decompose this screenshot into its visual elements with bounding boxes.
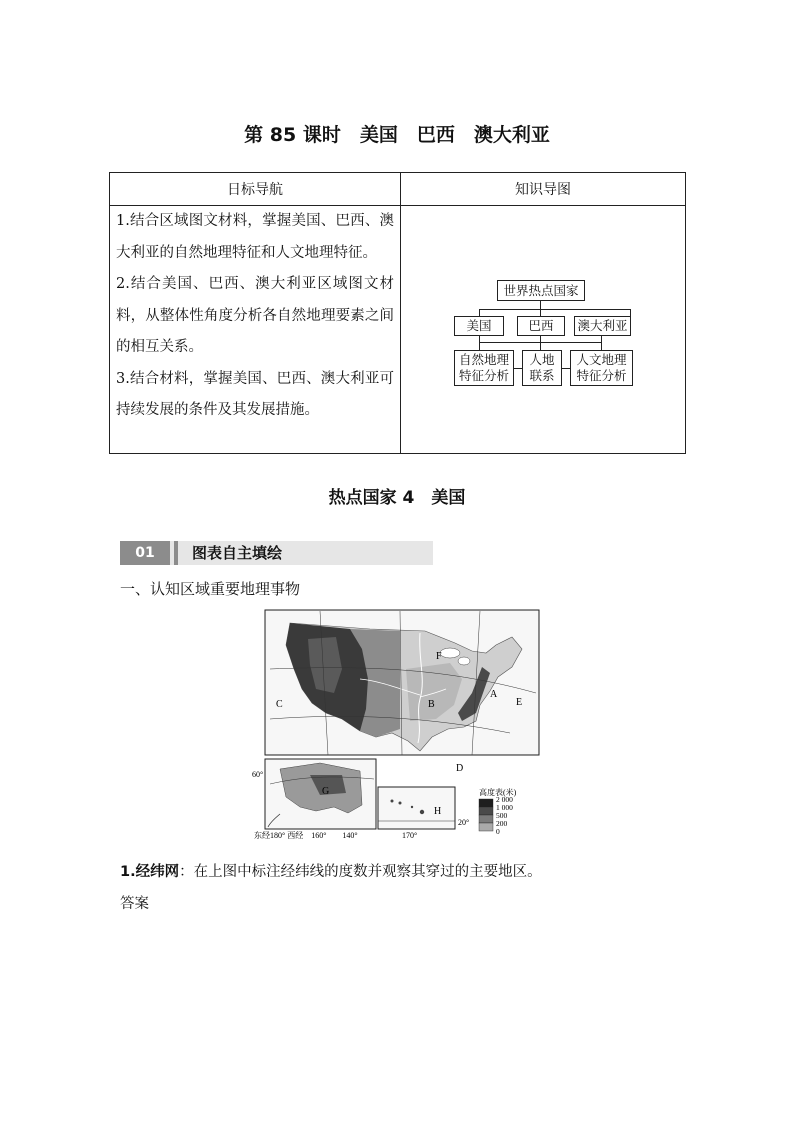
connector	[479, 342, 480, 350]
connector	[540, 309, 541, 316]
connector	[479, 309, 480, 316]
label-h: H	[434, 806, 442, 817]
section-banner	[120, 541, 433, 565]
usa-map-figure	[250, 609, 550, 847]
question-1-text: ：在上图中标注经纬线的度数并观察其穿过的主要地区。	[179, 864, 542, 880]
mindmap-aspect-natural	[454, 350, 514, 386]
hawaii-island	[391, 800, 394, 803]
label-b: B	[428, 699, 435, 710]
lat-60-label: 60°	[252, 770, 264, 779]
legend-swatch	[479, 799, 493, 807]
connector	[540, 301, 541, 309]
aspect-line: 自然地理	[458, 352, 509, 367]
usa-map	[250, 609, 550, 847]
label-g: G	[322, 786, 330, 797]
legend-swatch	[479, 823, 493, 831]
connector	[562, 368, 570, 369]
mindmap-cell	[401, 206, 686, 454]
question-1	[120, 860, 542, 881]
section-divider	[174, 541, 178, 565]
heading-recognize: 一、认知区域重要地理事物	[120, 580, 301, 598]
mindmap-country-usa: 美国	[454, 316, 504, 336]
great-lakes	[458, 657, 470, 665]
goal-item-3: 3.结合材料，掌握美国、巴西、澳大利亚可持续发展的条件及其发展措施。	[116, 370, 394, 418]
mindmap-header: 知识导图	[401, 173, 686, 206]
hawaii-inset	[378, 787, 455, 829]
lon-170-label: 170°	[402, 831, 418, 840]
legend-title: 高度表(米)	[479, 788, 517, 797]
goals-table	[109, 172, 686, 454]
aspect-line: 人文地理	[576, 352, 627, 367]
label-c: C	[276, 699, 283, 710]
goal-item-2: 2.结合美国、巴西、澳大利亚区域图文材料，从整体性角度分析各自然地理要素之间的相互关系。	[116, 276, 394, 355]
legend-level-label: 2 000	[496, 795, 513, 804]
label-e: E	[516, 697, 523, 708]
mindmap	[401, 206, 686, 456]
connector	[540, 342, 541, 350]
section-number: 01	[120, 541, 170, 565]
aspect-line: 人地	[529, 352, 555, 367]
connector	[630, 309, 631, 316]
label-a: A	[490, 689, 498, 700]
elevation-legend	[479, 795, 513, 836]
connector	[601, 342, 602, 350]
aspect-line: 特征分析	[458, 368, 509, 383]
connector	[479, 309, 630, 310]
mindmap-aspect-human-land	[522, 350, 562, 386]
legend-swatch	[479, 807, 493, 815]
section-title: 图表自主填绘	[192, 544, 283, 562]
hawaii-island	[420, 810, 424, 814]
answer-label: 答案	[120, 896, 149, 912]
goals-cell	[110, 206, 401, 454]
aspect-line: 联系	[529, 368, 555, 383]
hawaii-island	[399, 802, 402, 805]
legend-level-label: 500	[496, 811, 508, 820]
page-title: 第 85 课时 美国 巴西 澳大利亚	[244, 124, 550, 146]
mindmap-country-australia: 澳大利亚	[574, 316, 631, 336]
hawaii-island	[411, 806, 413, 808]
legend-level-label: 200	[496, 819, 508, 828]
legend-level-label: 1 000	[496, 803, 513, 812]
lat-20-label: 20°	[458, 818, 470, 827]
label-f: F	[436, 651, 442, 662]
legend-swatch	[479, 815, 493, 823]
question-1-label: 1.经纬网	[120, 864, 180, 880]
label-d: D	[456, 763, 464, 774]
goal-item-1: 1.结合区域图文材料，掌握美国、巴西、澳大利亚的自然地理特征和人文地理特征。	[116, 213, 394, 261]
aspect-line: 特征分析	[576, 368, 627, 383]
goals-header: 日标导航	[110, 173, 401, 206]
mindmap-aspect-human	[570, 350, 633, 386]
legend-level-label: 0	[496, 827, 500, 836]
longitude-scale: 东经180° 西经 160° 140°	[254, 831, 358, 840]
mindmap-root: 世界热点国家	[497, 280, 585, 301]
great-lakes	[440, 648, 460, 658]
connector	[514, 368, 522, 369]
section-subtitle: 热点国家 4 美国	[328, 488, 466, 508]
mindmap-country-brazil: 巴西	[517, 316, 565, 336]
